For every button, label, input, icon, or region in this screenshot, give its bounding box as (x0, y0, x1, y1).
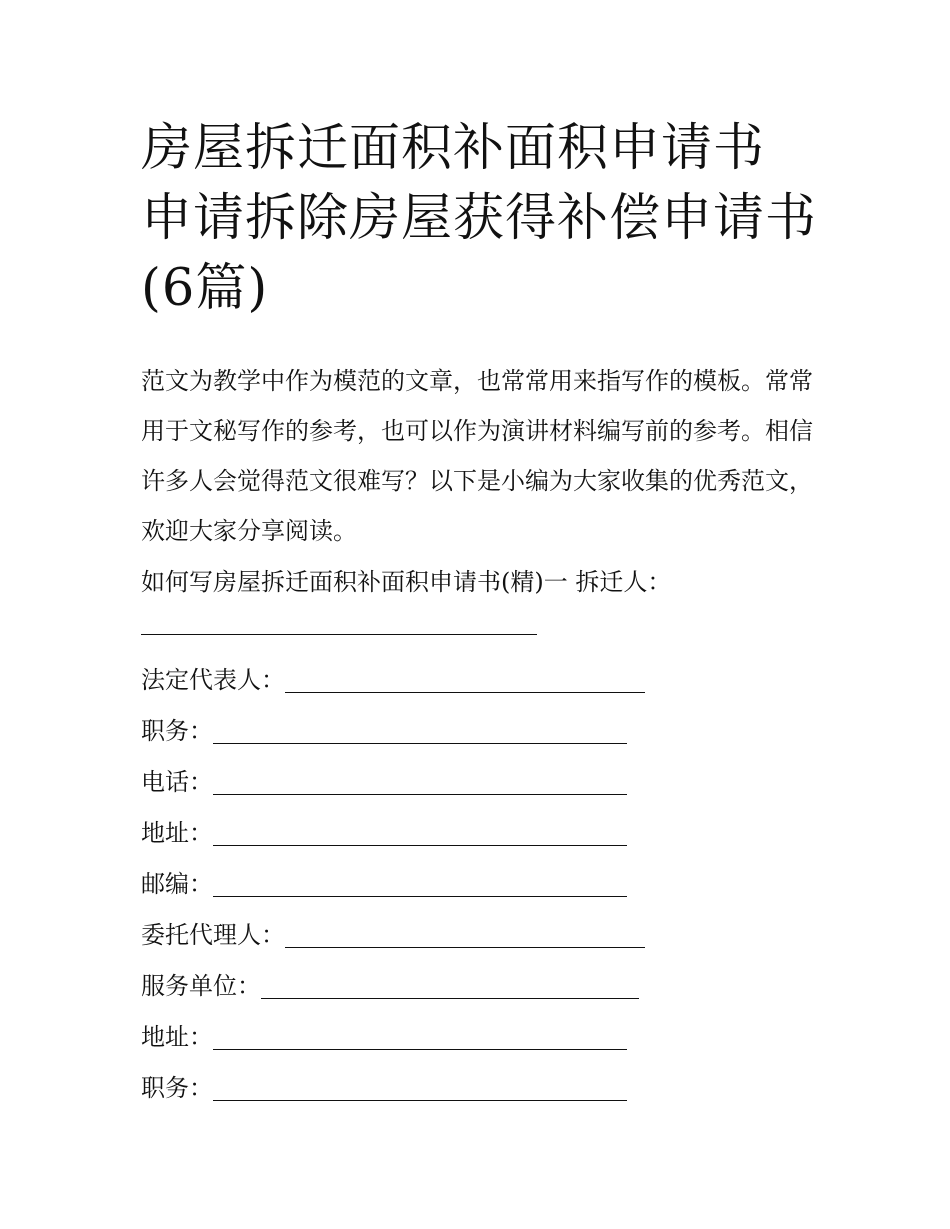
lead-line: 如何写房屋拆迁面积补面积申请书(精)一 拆迁人： (141, 568, 672, 596)
field-blank-line (213, 1019, 627, 1050)
field-label: 职务： (141, 1074, 213, 1102)
field-legal-representative (141, 651, 821, 702)
form-field-list (141, 651, 821, 1110)
field-position (141, 702, 821, 753)
document-title: 房屋拆迁面积补面积申请书 申请拆除房屋获得补偿申请书(6篇) (141, 119, 818, 318)
field-blank-line (213, 1070, 627, 1101)
field-blank-line (213, 713, 627, 744)
field-agent-position (141, 1059, 821, 1110)
field-phone (141, 753, 821, 804)
field-label: 服务单位： (141, 972, 261, 1000)
field-address (141, 804, 821, 855)
field-label: 地址： (141, 1023, 213, 1051)
field-blank-line (261, 968, 639, 999)
field-label: 法定代表人： (141, 666, 285, 694)
field-postcode (141, 855, 821, 906)
demolisher-blank-line (141, 610, 537, 635)
field-blank-line (213, 866, 627, 897)
field-blank-line (213, 815, 627, 846)
field-blank-line (285, 917, 645, 948)
field-label: 委托代理人： (141, 921, 285, 949)
field-blank-line (285, 662, 645, 693)
field-blank-line (213, 764, 627, 795)
field-agent-address (141, 1008, 821, 1059)
field-label: 邮编： (141, 870, 213, 898)
field-agent (141, 906, 821, 957)
field-label: 电话： (141, 768, 213, 796)
field-employer (141, 957, 821, 1008)
intro-paragraph: 范文为教学中作为模范的文章，也常常用来指写作的模板。常常用于文秘写作的参考，也可以作为演讲材料编写前的参考。相信许多人会觉得范文很难写？以下是小编为大家收集的优秀范文，欢迎大家分享阅读。 (141, 367, 813, 545)
field-label: 职务： (141, 717, 213, 745)
field-label: 地址： (141, 819, 213, 847)
